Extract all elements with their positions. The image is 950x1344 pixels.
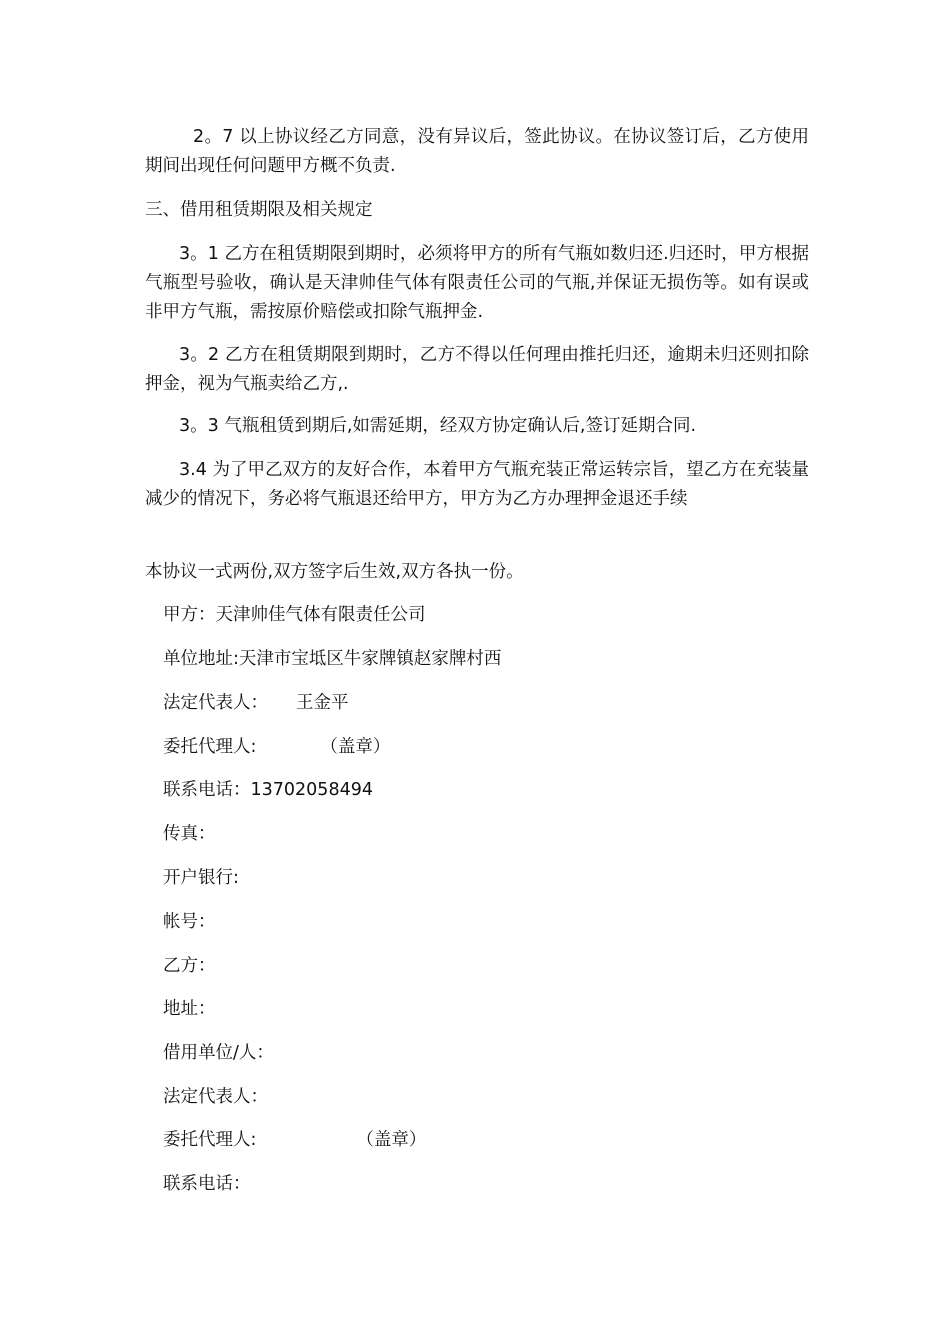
clause-3-4: 3.4 为了甲乙双方的友好合作，本着甲方气瓶充装正常运转宗旨，望乙方在充装量减少的情况下，务必将气瓶退还给甲方，甲方为乙方办理押金退还手续: [145, 460, 809, 509]
party-b-agent-row: [163, 1126, 426, 1155]
clause-3-1: 3。1 乙方在租赁期限到期时，必须将甲方的所有气瓶如数归还.归还时，甲方根据气瓶型号验收，确认是天津帅佳气体有限责任公司的气瓶,并保证无损伤等。如有误或非甲方气瓶，需按原价赔偿或扣除气瓶押金.: [145, 244, 809, 322]
party-a-name-row: [163, 601, 426, 630]
party-b-phone-row: [163, 1170, 251, 1199]
party-b-borrower-label: 借用单位/人：: [163, 1043, 274, 1063]
party-a-fax-row: [163, 820, 216, 849]
party-a-address-row: [163, 645, 501, 674]
closing-statement: 本协议一式两份,双方签字后生效,双方各执一份。: [145, 562, 524, 582]
party-a-agent-row: [163, 733, 390, 762]
party-a-bank-row: [163, 864, 239, 893]
clause-3-3: 3。3 气瓶租赁到期后,如需延期，经双方协定确认后,签订延期合同.: [179, 416, 697, 436]
party-a-name-label: 甲方：: [163, 605, 216, 625]
party-b-phone-label: 联系电话：: [163, 1174, 251, 1194]
party-b-borrower-row: [163, 1039, 274, 1068]
party-a-phone-value: 13702058494: [250, 780, 373, 800]
clause-3-2: 3。2 乙方在租赁期限到期时，乙方不得以任何理由推托归还，逾期未归还则扣除押金，视为气瓶卖给乙方,.: [145, 345, 809, 394]
party-a-account-label: 帐号：: [163, 912, 216, 932]
section-3-title: 三、借用租赁期限及相关规定: [145, 200, 373, 220]
party-a-seal-note: （盖章）: [320, 737, 391, 757]
party-a-bank-label: 开户银行:: [163, 868, 239, 888]
party-a-address-value: 天津市宝坻区牛家牌镇赵家牌村西: [238, 649, 502, 669]
party-a-account-row: [163, 908, 216, 937]
party-a-rep-value: 王金平: [296, 693, 349, 713]
party-b-rep-label: 法定代表人：: [163, 1087, 268, 1107]
party-a-address-label: 单位地址:: [163, 649, 239, 669]
party-a-fax-label: 传真：: [163, 824, 216, 844]
party-a-rep-row: [163, 689, 349, 718]
party-b-rep-row: [163, 1083, 268, 1112]
party-b-seal-note: （盖章）: [356, 1130, 427, 1150]
party-a-name-value: 天津帅佳气体有限责任公司: [215, 605, 426, 625]
party-a-agent-label: 委托代理人:: [163, 737, 257, 757]
party-b-name-row: [163, 952, 216, 981]
party-b-name-label: 乙方：: [163, 956, 216, 976]
party-a-phone-row: [163, 776, 373, 805]
party-b-address-label: 地址：: [163, 999, 216, 1019]
party-a-rep-label: 法定代表人：: [163, 693, 268, 713]
party-b-agent-label: 委托代理人:: [163, 1130, 257, 1150]
clause-2-7: 2。7 以上协议经乙方同意，没有异议后，签此协议。在协议签订后，乙方使用期间出现任何问题甲方概不负责.: [145, 127, 809, 176]
party-a-phone-label: 联系电话：: [163, 780, 251, 800]
party-b-address-row: [163, 995, 216, 1024]
